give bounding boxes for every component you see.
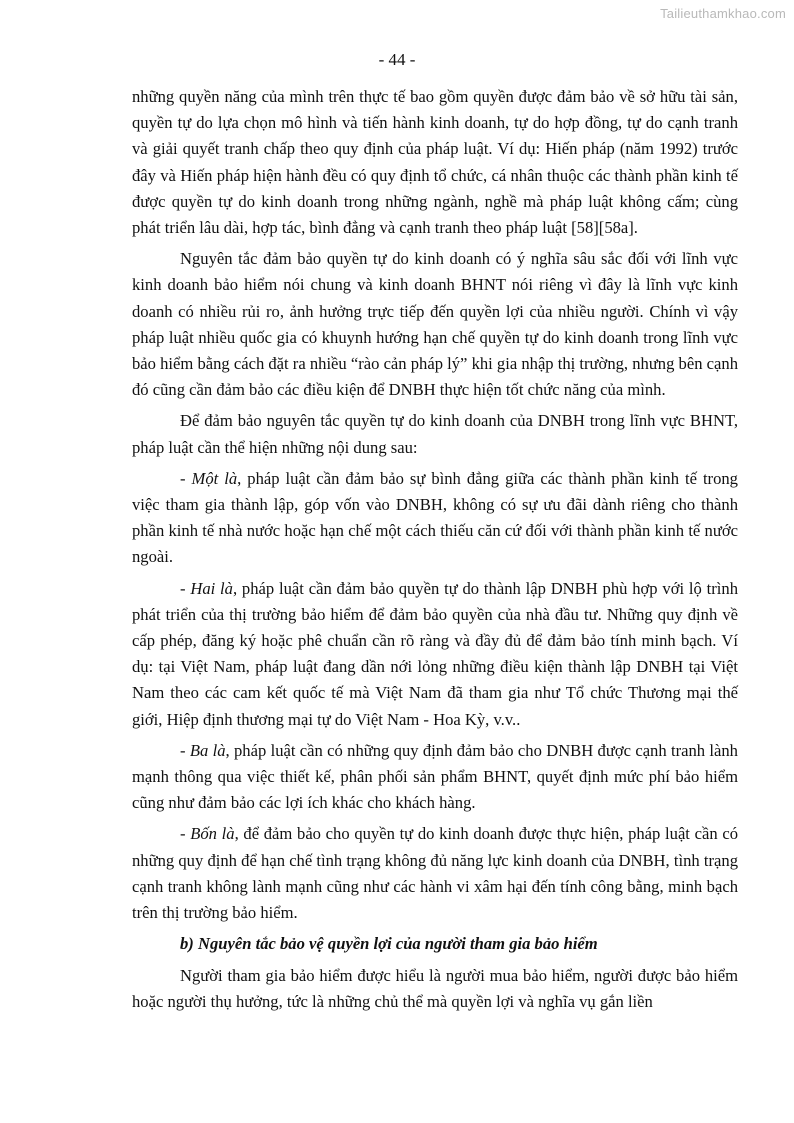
list-item <box>132 576 738 733</box>
list-item-label: Ba là <box>189 740 226 760</box>
list-item-prefix: - <box>180 824 191 844</box>
page-number: - 44 - <box>378 50 416 69</box>
paragraph: Nguyên tắc đảm bảo quyền tự do kinh doanh có ý nghĩa sâu sắc đối với lĩnh vực kinh doanh bảo hiểm nói chung và kinh doanh BHNT nói riêng vì đây là lĩnh vực kinh doanh có nhiều rủi ro, ảnh hưởng trực tiếp đến quyền lợi của nhiều người. Chính vì vậy pháp luật nhiều quốc gia có khuynh hướng hạn chế quyền tự do kinh doanh trong lĩnh vực bảo hiểm bằng cách đặt ra nhiều “rào cản pháp lý” khi gia nhập thị trường, nhưng bên cạnh đó cũng cần đảm bảo các điều kiện để DNBH thực hiện tốt chức năng của mình. <box>132 249 738 400</box>
list-item-prefix: - <box>180 578 191 598</box>
watermark: Tailieuthamkhao.com <box>660 6 786 21</box>
list-item-text: , pháp luật cần đảm bảo sự bình đẳng giữa các thành phần kinh tế trong việc tham gia thành lập, góp vốn vào DNBH, không có sự ưu đãi dành riêng cho thành phần kinh tế nhà nước hoặc hạn chế một cách thiếu căn cứ đối với thành phần kinh tế nước ngoài. <box>132 468 738 567</box>
list-item-label: Bốn là <box>190 824 235 844</box>
paragraph-continuation: những quyền năng của mình trên thực tế bao gồm quyền được đảm bảo về sở hữu tài sản, quyền tự do lựa chọn mô hình và tiến hành kinh doanh, tự do hợp đồng, tự do cạnh tranh và giải quyết tranh chấp theo quy định của pháp luật. Ví dụ: Hiến pháp (năm 1992) trước đây và Hiến pháp hiện hành đều có quy định tổ chức, cá nhân thuộc các thành phần kinh tế được quyền tự do kinh doanh trong những ngành, nghề mà pháp luật không cấm; cùng phát triển lâu dài, hợp tác, bình đẳng và cạnh tranh theo pháp luật [58][58a]. <box>132 87 738 238</box>
list-item <box>132 821 738 926</box>
list-item-text: , để đảm bảo cho quyền tự do kinh doanh được thực hiện, pháp luật cần có những quy định để hạn chế tình trạng không đủ năng lực kinh doanh của DNBH, tình trạng cạnh tranh không lành mạnh cũng như các hành vi xâm hại đến tính công bằng, minh bạch trên thị trường bảo hiểm. <box>132 824 738 923</box>
list-item-prefix: - <box>180 740 190 760</box>
list-item-text: , pháp luật cần có những quy định đảm bảo cho DNBH được cạnh tranh lành mạnh thông qua việc thiết kế, phân phối sản phẩm BHNT, quyết định mức phí bảo hiểm cũng như đảm bảo các lợi ích khác cho khách hàng. <box>132 740 738 813</box>
list-item <box>132 466 738 571</box>
paragraph: Người tham gia bảo hiểm được hiểu là người mua bảo hiểm, người được bảo hiểm hoặc người thụ hưởng, tức là những chủ thể mà quyền lợi và nghĩa vụ gắn liền <box>132 965 738 1011</box>
paragraph: Để đảm bảo nguyên tắc quyền tự do kinh doanh của DNBH trong lĩnh vực BHNT, pháp luật cần thể hiện những nội dung sau: <box>132 411 738 457</box>
list-item-label: Hai là <box>190 578 233 598</box>
list-item-label: Một là <box>191 468 238 488</box>
list-item-text: , pháp luật cần đảm bảo quyền tự do thành lập DNBH phù hợp với lộ trình phát triển của thị trường bảo hiểm để đảm bảo quyền của nhà đầu tư. Những quy định về cấp phép, đăng ký hoặc phê chuẩn cần rõ ràng và đầy đủ để đảm bảo tính minh bạch. Ví dụ: tại Việt Nam, pháp luật đang dần nới lỏng những điều kiện thành lập DNBH tại Việt Nam theo các cam kết quốc tế mà Việt Nam đã tham gia như Tổ chức Thương mại thế giới, Hiệp định thương mại tự do Việt Nam - Hoa Kỳ, v.v.. <box>132 578 738 729</box>
list-item-prefix: - <box>180 468 192 488</box>
document-body <box>132 84 738 1020</box>
section-heading: b) Nguyên tắc bảo vệ quyền lợi của người tham gia bảo hiểm <box>180 934 598 954</box>
list-item <box>132 738 738 817</box>
